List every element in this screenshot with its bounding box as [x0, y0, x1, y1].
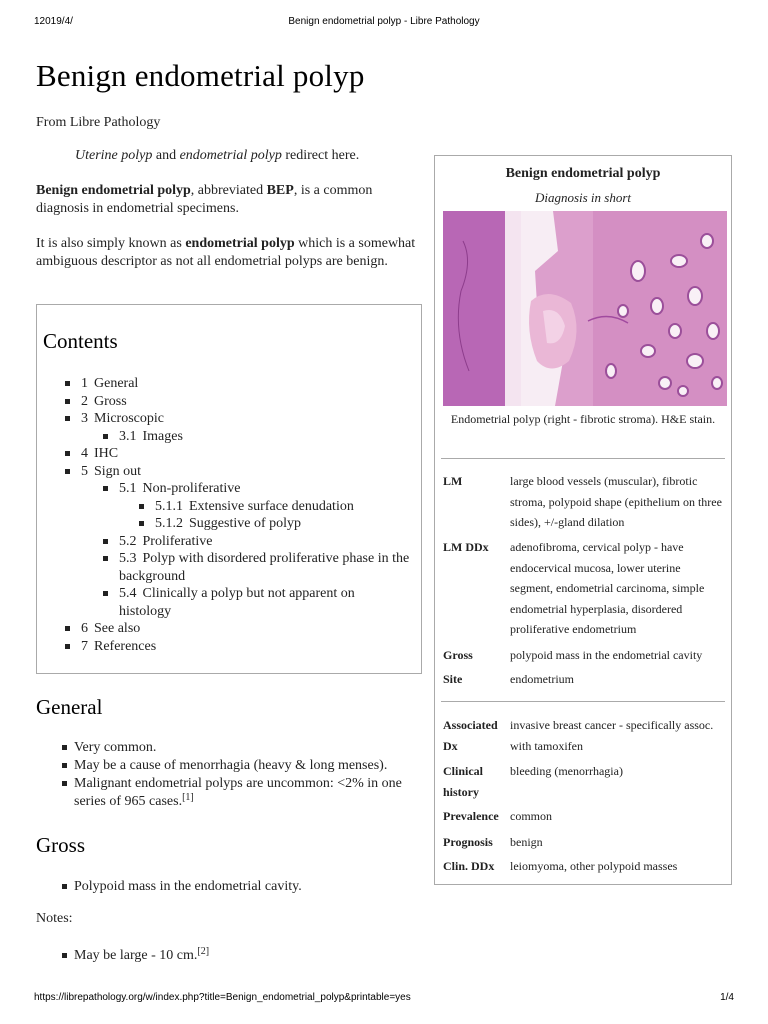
infobox: Benign endometrial polyp Diagnosis in short Endometrial polyp (right - fibrotic stroma). H&E stain. LM large blood vessels (muscular), fibrotic stroma, polypoid shape (epithelium on three sides), +/-gland dilation LM DDx adenofibroma, cervical polyp - have endocervical mucosa, lower uterine segment, endometrial carcinoma, simple endometrial hyperplasia, disordered proliferative endometrium Gross polypoid mass in the endometrial cavity Site endometrium Associated Dx invasive breast cancer - specifically assoc. with tamoxifen Clinical history bleeding (menorrhagia) Prevalence common Prognosis benign Clin. DDx leiomyoma, other polypoid masses	[434, 155, 732, 885]
redirect-note: Uterine polyp and endometrial polyp redirect here.	[75, 148, 360, 163]
intro-paragraph-1: Benign endometrial polyp, abbreviated BEP, is a common diagnosis in endometrial specimens.	[36, 183, 373, 216]
table-of-contents	[36, 304, 422, 674]
notes-label: Notes:	[36, 911, 73, 926]
print-header	[34, 16, 734, 30]
intro-paragraph-2: It is also simply known as endometrial polyp which is a somewhat ambiguous descriptor as not all endometrial polyps are benign.	[36, 236, 416, 269]
toc-item-proliferative[interactable]: 5.2 Proliferative	[119, 533, 212, 551]
section-heading-general: General	[36, 695, 103, 719]
toc-item-clinically-a-polyp[interactable]: 5.4 Clinically a polyp but not apparent on histology	[119, 585, 389, 620]
toc-item-suggestive-of-polyp[interactable]: 5.1.2 Suggestive of polyp	[155, 515, 301, 533]
toc-item-general[interactable]: 1 General	[81, 375, 138, 393]
infobox-divider	[441, 458, 725, 459]
toc-item-references[interactable]: 7 References	[81, 638, 156, 656]
toc-item-microscopic[interactable]: 3 Microscopic	[81, 410, 164, 428]
histology-image[interactable]	[443, 211, 727, 406]
reference-link-1[interactable]: [1]	[182, 792, 194, 803]
site-subtitle: From Libre Pathology	[36, 115, 161, 130]
page-title: Benign endometrial polyp	[36, 58, 365, 93]
gross-bullet: Polypoid mass in the endometrial cavity.	[74, 878, 424, 896]
general-bullet: Malignant endometrial polyps are uncommon: <2% in one series of 965 cases.[1]	[74, 775, 414, 811]
infobox-title: Benign endometrial polyp	[505, 166, 661, 181]
toc-item-gross[interactable]: 2 Gross	[81, 393, 127, 411]
toc-item-see-also[interactable]: 6 See also	[81, 620, 140, 638]
notes-bullet: May be large - 10 cm.[2]	[74, 947, 424, 965]
reference-link-2[interactable]: [2]	[197, 946, 210, 957]
redirect-link-endometrial-polyp[interactable]: endometrial polyp	[179, 148, 282, 163]
toc-item-non-proliferative[interactable]: 5.1 Non-proliferative	[119, 480, 240, 498]
print-url: https://librepathology.org/w/index.php?title=Benign_endometrial_polyp&printable=yes	[34, 992, 411, 1003]
general-bullet: Very common.	[74, 739, 424, 757]
toc-item-ihc[interactable]: 4 IHC	[81, 445, 118, 463]
print-date: 12019/4/	[34, 16, 73, 27]
print-page-number: 1/4	[720, 992, 734, 1003]
infobox-divider	[441, 701, 725, 702]
print-title: Benign endometrial polyp - Libre Pathology	[288, 16, 480, 27]
toc-heading: Contents	[43, 329, 118, 353]
infobox-subtitle: Diagnosis in short	[534, 190, 632, 205]
histology-image-graphic	[443, 211, 727, 406]
redirect-link-uterine-polyp[interactable]: Uterine polyp	[75, 148, 153, 163]
print-footer	[34, 992, 734, 1006]
section-heading-gross: Gross	[36, 833, 86, 857]
general-bullet: May be a cause of menorrhagia (heavy & long menses).	[74, 757, 424, 775]
toc-item-disordered-proliferative[interactable]: 5.3 Polyp with disordered proliferative phase in the background	[119, 550, 419, 585]
image-caption: Endometrial polyp (right - fibrotic stroma). H&E stain.	[450, 412, 716, 426]
toc-item-images[interactable]: 3.1 Images	[119, 428, 183, 446]
toc-item-surface-denudation[interactable]: 5.1.1 Extensive surface denudation	[155, 498, 354, 516]
toc-item-sign-out[interactable]: 5 Sign out	[81, 463, 141, 481]
